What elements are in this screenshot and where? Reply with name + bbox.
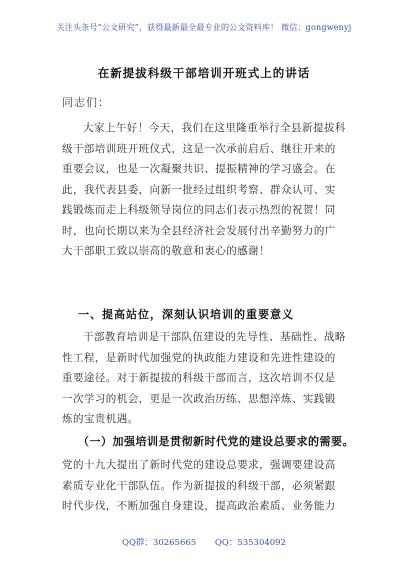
footer-contact (0, 536, 408, 548)
section-heading: 一、提高站位，深刻认识培训的重要意义 (78, 308, 294, 321)
text-line: 时代步伐，不断加强自身建设，提高政治素质、业务能力 (62, 500, 336, 512)
text-line: 大干部职工致以崇高的敬意和衷心的感谢！ (62, 245, 271, 257)
text-line: 一次学习的机会，更是一次政治历练、思想淬炼、实践锻 (62, 392, 336, 405)
qq-group-text: QQ群：30265665 (121, 538, 197, 548)
text-line: 践锻炼而走上科级领导岗位的同志们表示热烈的祝贺！同 (62, 204, 336, 216)
header-banner: 关注头条号“公文研究”，获得最新最全最专业的公文资料库！ 微信：gongwenyj (56, 23, 352, 32)
text-line: 大家上午好！今天，我们在这里隆重举行全县新提拔科 (83, 122, 346, 134)
text-line: 炼的宝贵机遇。 (62, 413, 139, 425)
text-line: 重要会议，也是一次凝聚共识、提振精神的学习盛会。在 (62, 163, 336, 175)
paragraph-significance (62, 327, 354, 430)
text-line: 干部教育培训是干部队伍建设的先导性、基础性、战略 (83, 331, 346, 343)
subsection-heading: （一）加强培训是贯彻新时代党的建设总要求的需要。 (78, 435, 354, 448)
paragraph-requirements (62, 455, 354, 517)
paragraph-opening (62, 118, 354, 262)
text-line: 时，也向长期以来为全县经济社会发展付出辛勤努力的广 (62, 224, 336, 237)
text-line: 党的十九大提出了新时代党的建设总要求，强调要建设高 (62, 459, 336, 471)
text-line: 素质专业化干部队伍。作为新提拔的科级干部，必须紧跟 (62, 479, 336, 492)
text-line: 性工程，是新时代加强党的执政能力建设和先进性建设的 (62, 351, 336, 364)
qq-number-text: QQ：535304092 (214, 538, 286, 548)
salutation: 同志们： (62, 96, 110, 109)
document-title: 在新提拔科级干部培训开班式上的讲话 (97, 66, 311, 80)
text-line: 此，我代表县委，向新一批经过组织考察、群众认可、实 (62, 183, 336, 196)
text-line: 重要途径。对于新提拔的科级干部而言，这次培训不仅是 (62, 372, 336, 384)
text-line: 级干部培训班开班仪式，这是一次承前启后、继往开来的 (62, 142, 336, 155)
